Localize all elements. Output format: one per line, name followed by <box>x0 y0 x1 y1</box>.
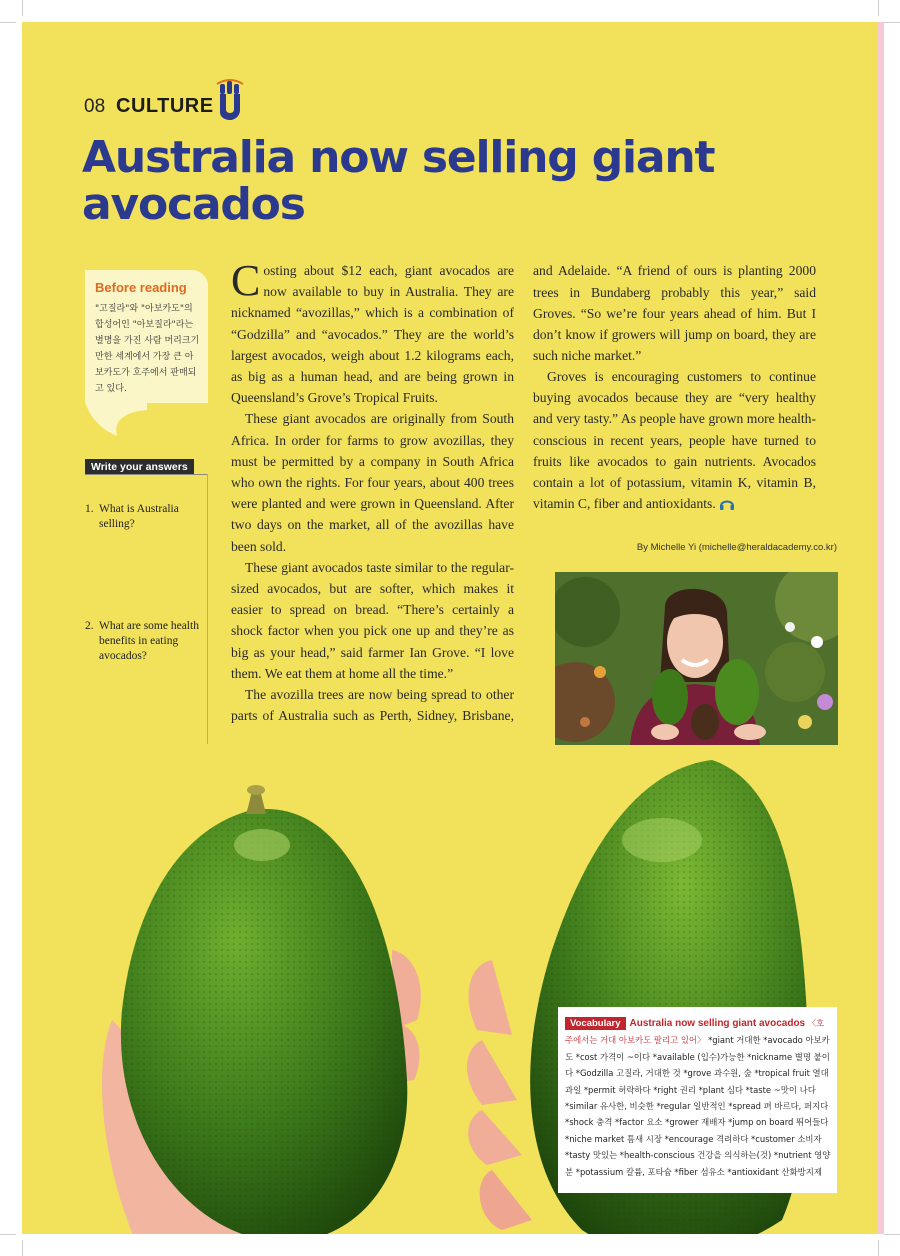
trim-mark <box>0 1234 16 1235</box>
before-reading-box <box>85 270 208 403</box>
vocabulary-box <box>558 1007 837 1193</box>
before-reading-text: "고질라"와 "아보카도"의 합성어인 "아보질라"라는 별명을 가진 사람 머리크기 만한 세계에서 가장 큰 아보카도가 호주에서 판매되고 있다. <box>95 304 200 394</box>
before-reading-title: Before reading <box>95 280 187 295</box>
divider <box>207 474 208 744</box>
question-number: 2. <box>85 620 94 632</box>
divider <box>85 474 208 475</box>
article-paragraph-2: These giant avocados are originally from South Africa. In order for farms to grow avozillas, they must be permitted by a company in South Africa who own the rights. For four years, about 400 trees were planted and were grown in Queensland. After two days on the market, all of the avozillas have been sold. <box>231 411 514 554</box>
vocabulary-entries: *giant 거대한 *avocado 아보카도 *cost 가격이 ~이다 *available (입수)가능한 *nickname 별명 붙이다 *Godzilla 고질라, 거대한 것 *grove 과수원, 숲 *tropical fruit 열대과일 *permit 허락하다 *right 권리 *plant 심다 *taste ~맛이 나다 *similar 유사한, 비슷한 *regular 일반적인 *spread 펴 바르다, 퍼지다 *shock 충격 *factor 요소 *grower 재배자 *jump on board 뛰어들다 *niche market 틈새 시장 *encourage 격려하다 *customer 소비자 *tasty 맛있는 *health-conscious 건강을 의식하는(것) *nutrient 영양분 *potassium 칼륨, 포타슘 *fiber 섬유소 *antioxidant 산화방지제 <box>565 1035 831 1177</box>
junior-badge-icon <box>214 78 246 122</box>
magazine-page <box>22 22 878 1234</box>
trim-mark <box>0 22 16 23</box>
speech-bubble-tail <box>85 402 147 438</box>
article-paragraph-1: osting about $12 each, giant avocados are now available to buy in Australia. They are nicknamed “avozillas,” which is a combination of “Godzilla” and “avocados.” They are the world’s largest avocados, weigh about 1.2 kilograms each, as big as a human head, and are being grown in Queensland’s Grove’s Tropical Fruits. <box>231 263 514 406</box>
trim-mark <box>22 1240 23 1256</box>
question-1 <box>85 502 205 532</box>
trim-mark <box>878 0 879 16</box>
headphones-icon[interactable] <box>719 497 735 510</box>
vocabulary-heading-korean: 〈호주에서는 거대 아보카도 팔리고 있어〉 <box>565 1018 825 1046</box>
trim-mark <box>22 0 23 16</box>
section-label: CULTURE <box>116 95 214 117</box>
article-paragraph-3: These giant avocados taste similar to the regular-sized avocados, but are softer, which makes it easier to spread on bread. “There’s certainly a shock factor when you pick one up and they’re as big as your head,” said farmer Ian Grove. “I love them. We eat them at home all the time.” <box>231 559 514 681</box>
question-text: What are some health benefits in eating avocados? <box>99 620 199 662</box>
write-your-answers-label: Write your answers <box>85 459 194 475</box>
trim-mark <box>884 22 900 23</box>
byline: By Michelle Yi (michelle@heraldacademy.co.kr) <box>636 542 837 553</box>
vocabulary-label: Vocabulary <box>565 1017 626 1030</box>
article-title: Australia now selling giant avocados <box>82 132 715 230</box>
question-2 <box>85 619 205 664</box>
page-bleed-edge <box>878 22 884 1234</box>
write-your-answers-section <box>85 457 208 662</box>
article-column-2 <box>533 260 816 514</box>
article-paragraph-4-end: and Adelaide. “A friend of ours is planting 2000 trees in Bundaberg probably this year,” said Groves. “So we’re four years ahead of him. But I don’t know if growers will jump on board, they are such niche market.” <box>533 263 816 364</box>
trim-mark <box>884 1234 900 1235</box>
article-paragraph-4-start: The avozilla trees are now being spread to other parts of Australia such as Perth, Sidney, Brisbane, <box>231 687 514 724</box>
drop-cap: C <box>231 256 261 305</box>
page-number: 08 <box>84 96 106 117</box>
question-number: 1. <box>85 503 94 515</box>
article-column-1 <box>231 256 514 726</box>
question-text: What is Australia selling? <box>99 503 179 530</box>
woman-holding-avocados-photo <box>555 572 838 745</box>
article-paragraph-5: Groves is encouraging customers to continue buying avocados because they are “very healthy and very tasty.” As people have grown more health-conscious in recent years, people have turned to fruits like avocados to gain nutrients. Avocados contain a lot of potassium, vitamin K, vitamin B, vitamin C, fiber and antioxidants. <box>533 369 816 512</box>
trim-mark <box>878 1240 879 1256</box>
vocabulary-heading: Australia now selling giant avocados <box>629 1018 806 1029</box>
